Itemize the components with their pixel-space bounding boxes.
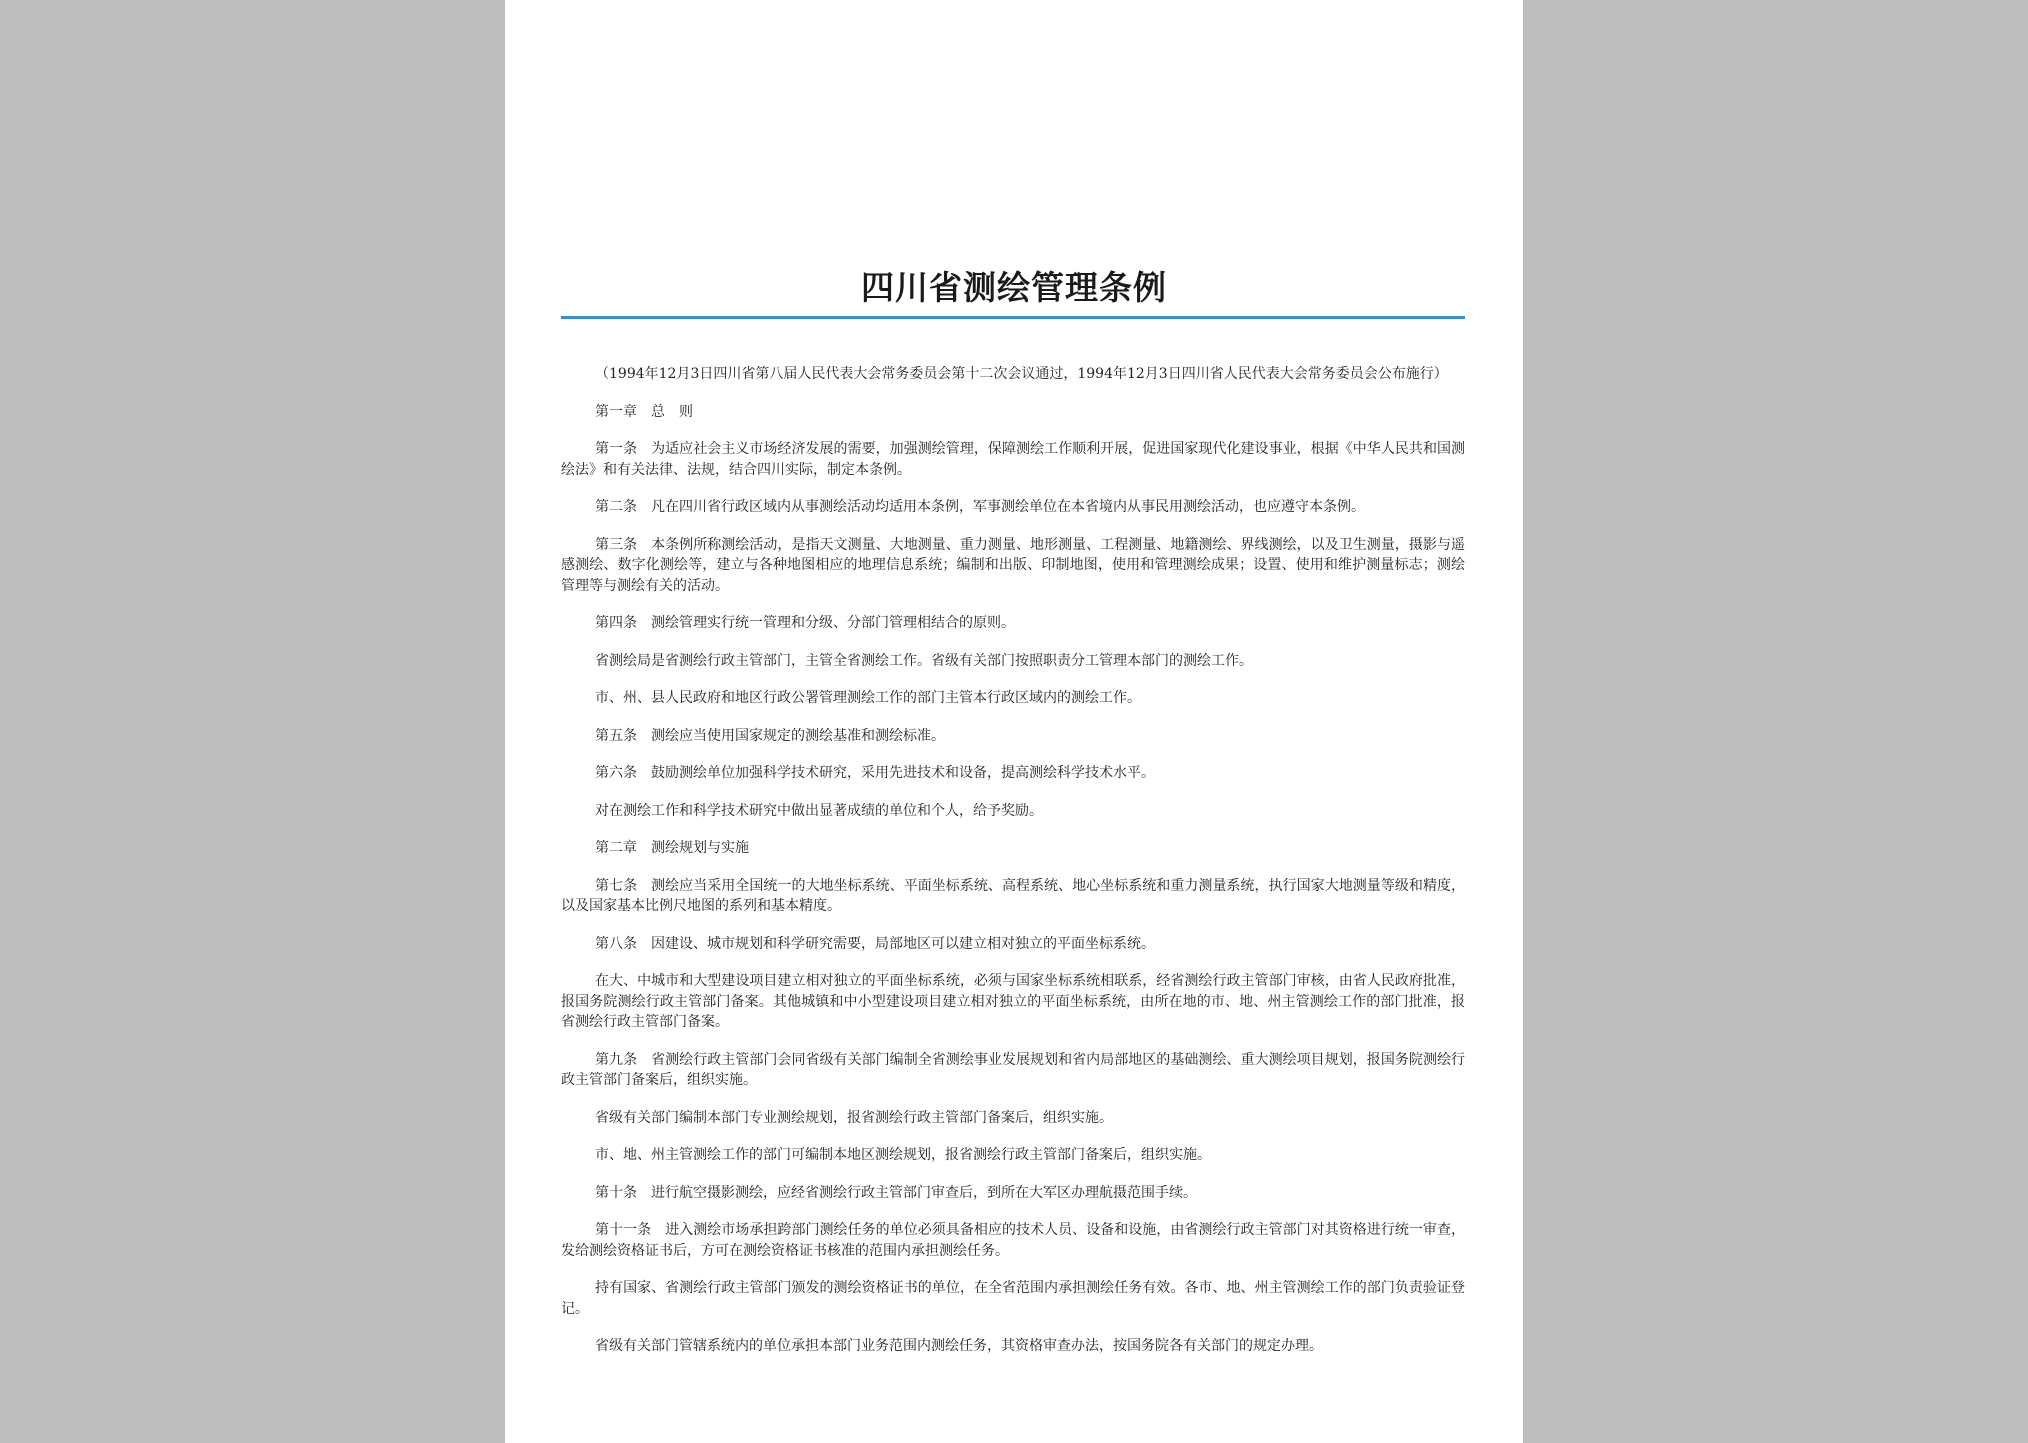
article-text: 测绘规划与实施 — [651, 840, 749, 856]
article-text: 测绘管理实行统一管理和分级、分部门管理相结合的原则。 — [651, 615, 1015, 631]
article-number: 第四条 — [595, 615, 637, 631]
article-text: 对在测绘工作和科学技术研究中做出显著成绩的单位和个人，给予奖励。 — [595, 802, 1043, 819]
article-paragraph — [561, 402, 1465, 423]
article-number: 第八条 — [595, 935, 637, 952]
article-number: 第六条 — [595, 765, 637, 781]
article-paragraph — [561, 497, 1465, 518]
document-body — [561, 364, 1465, 1374]
article-paragraph — [561, 439, 1465, 480]
title-divider — [561, 316, 1465, 319]
article-paragraph — [561, 971, 1465, 1033]
article-text: 省测绘局是省测绘行政主管部门，主管全省测绘工作。省级有关部门按照职责分工管理本部门的测绘工作。 — [595, 652, 1253, 669]
article-paragraph — [561, 1145, 1465, 1166]
article-text: 进行航空摄影测绘，应经省测绘行政主管部门审查后，到所在大军区办理航摄范围手续。 — [651, 1184, 1197, 1201]
document-title: 四川省测绘管理条例 — [861, 268, 1167, 307]
article-paragraph — [561, 1050, 1465, 1091]
article-number: 第三条 — [595, 536, 638, 553]
document-page — [505, 0, 1523, 1443]
article-text: 鼓励测绘单位加强科学技术研究，采用先进技术和设备，提高测绘科学技术水平。 — [651, 765, 1155, 781]
article-text: 因建设、城市规划和科学研究需要，局部地区可以建立相对独立的平面坐标系统。 — [651, 935, 1155, 952]
article-paragraph — [561, 934, 1465, 955]
article-text: 本条例所称测绘活动，是指天文测量、大地测量、重力测量、地形测量、工程测量、地籍测绘、界线测绘，以及卫生测量，摄影与遥感测绘、数字化测绘等，建立与各种地图相应的地理信息系统；编制和出版、印制地图，使用和管理测绘成果；设置、使用和维护测量标志；测绘管理等与测绘有关的活动。 — [561, 536, 1466, 594]
article-text: 持有国家、省测绘行政主管部门颁发的测绘资格证书的单位，在全省范围内承担测绘任务有效。各市、地、州主管测绘工作的部门负责验证登记。 — [561, 1280, 1465, 1317]
article-number: 第九条 — [595, 1051, 638, 1068]
article-paragraph — [561, 364, 1465, 385]
article-number: 第一条 — [595, 441, 638, 457]
article-paragraph — [561, 838, 1465, 859]
article-number: 第一章 总 — [595, 403, 665, 420]
article-number: 第二章 — [595, 840, 637, 856]
article-text: 测绘应当采用全国统一的大地坐标系统、平面坐标系统、高程系统、地心坐标系统和重力测量系统，执行国家大地测量等级和精度，以及国家基本比例尺地图的系列和基本精度。 — [561, 877, 1466, 914]
article-paragraph — [561, 688, 1465, 709]
article-paragraph — [561, 651, 1465, 672]
article-number: 第十一条 — [595, 1222, 652, 1238]
article-text: 为适应社会主义市场经济发展的需要，加强测绘管理，保障测绘工作顺利开展，促进国家现代化建设事业，根据《中华人民共和国测绘法》和有关法律、法规，结合四川实际，制定本条例。 — [561, 441, 1466, 478]
article-text: （1994年12月3日四川省第八届人民代表大会常务委员会第十二次会议通过，1994年12月3日四川省人民代表大会常务委员会公布施行） — [595, 366, 1448, 382]
article-paragraph — [561, 1183, 1465, 1204]
article-text: 则 — [679, 403, 693, 420]
article-paragraph — [561, 726, 1465, 747]
article-text: 省测绘行政主管部门会同省级有关部门编制全省测绘事业发展规划和省内局部地区的基础测绘、重大测绘项目规划，报国务院测绘行政主管部门备案后，组织实施。 — [561, 1051, 1466, 1088]
article-paragraph — [561, 876, 1465, 917]
article-text: 进入测绘市场承担跨部门测绘任务的单位必须具备相应的技术人员、设备和设施，由省测绘行政主管部门对其资格进行统一审查，发给测绘资格证书后，方可在测绘资格证书核准的范围内承担测绘任务。 — [561, 1222, 1466, 1259]
article-text: 测绘应当使用国家规定的测绘基准和测绘标准。 — [651, 727, 945, 744]
article-number: 第五条 — [595, 727, 637, 744]
article-paragraph — [561, 1336, 1465, 1357]
article-number: 第七条 — [595, 877, 638, 894]
article-paragraph — [561, 763, 1465, 784]
article-paragraph — [561, 801, 1465, 822]
article-text: 省级有关部门编制本部门专业测绘规划，报省测绘行政主管部门备案后，组织实施。 — [595, 1109, 1113, 1126]
article-paragraph — [561, 535, 1465, 597]
article-text: 凡在四川省行政区域内从事测绘活动均适用本条例，军事测绘单位在本省境内从事民用测绘活动，也应遵守本条例。 — [651, 499, 1365, 515]
article-text: 市、州、县人民政府和地区行政公署管理测绘工作的部门主管本行政区域内的测绘工作。 — [595, 690, 1141, 706]
article-number: 第二条 — [595, 499, 637, 515]
article-paragraph — [561, 1278, 1465, 1319]
article-text: 省级有关部门管辖系统内的单位承担本部门业务范围内测绘任务，其资格审查办法，按国务院各有关部门的规定办理。 — [595, 1338, 1323, 1354]
article-paragraph — [561, 1108, 1465, 1129]
article-paragraph — [561, 613, 1465, 634]
article-paragraph — [561, 1220, 1465, 1261]
article-number: 第十条 — [595, 1184, 637, 1201]
article-text: 在大、中城市和大型建设项目建立相对独立的平面坐标系统，必须与国家坐标系统相联系，经省测绘行政主管部门审核，由省人民政府批准，报国务院测绘行政主管部门备案。其他城镇和中小型建设项目建立相对独立的平面坐标系统，由所在地的市、地、州主管测绘工作的部门批准，报省测绘行政主管部门备案。 — [561, 973, 1465, 1030]
article-text: 市、地、州主管测绘工作的部门可编制本地区测绘规划，报省测绘行政主管部门备案后，组织实施。 — [595, 1147, 1211, 1163]
